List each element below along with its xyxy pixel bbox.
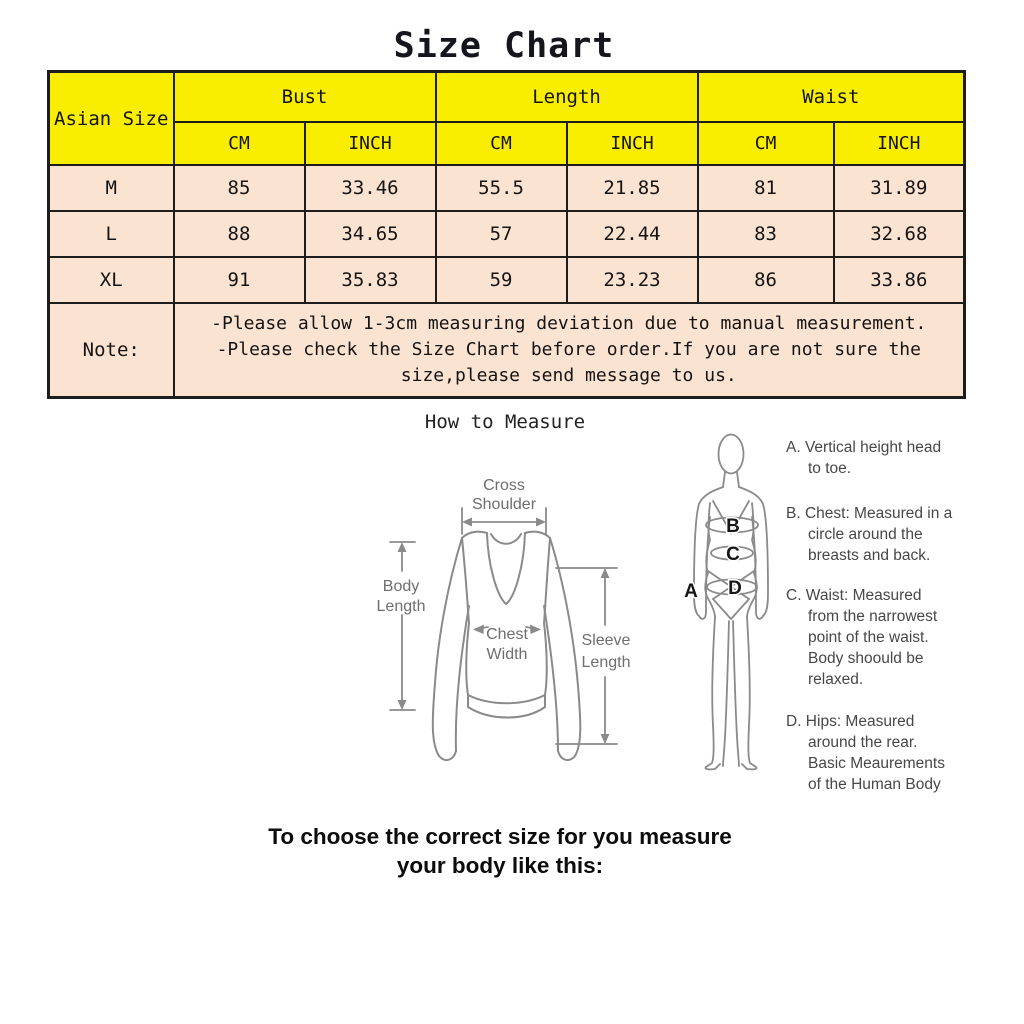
annotation-b [786,503,1006,566]
annotation-line: Basic Meaurements [808,755,945,772]
annotation-line: breasts and back. [808,547,931,564]
note-line: -Please check the Size Chart before order.If you are not sure the [216,339,921,360]
table-row-m [49,165,965,211]
annotation-line: around the rear. [808,734,918,751]
value-cell: 59 [436,257,567,303]
unit-header-length-inch: INCH [567,122,698,165]
unit-header-bust-cm: CM [174,122,305,165]
value-cell: 34.65 [305,211,436,257]
footer-line: your body like this: [396,853,604,878]
chest-width-label: Width [486,646,528,663]
size-cell: L [49,211,174,257]
sleeve-length-label: Sleeve [581,632,631,649]
note-line: -Please allow 1-3cm measuring deviation due to manual measurement. [211,313,927,334]
table-units-row [49,122,965,165]
note-label: Note: [49,303,174,398]
annotation-line: from the narrowest [808,608,938,625]
annotation-line: circle around the [808,526,923,543]
note-text [174,303,965,398]
size-cell: XL [49,257,174,303]
value-cell: 31.89 [834,165,965,211]
unit-header-waist-cm: CM [698,122,834,165]
table-note-row [49,303,965,398]
sleeve-length-label: Length [581,654,631,671]
value-cell: 91 [174,257,305,303]
annotation-line: to toe. [808,460,852,477]
footer-line: To choose the correct size for you measure [268,824,732,849]
cross-shoulder-label: Cross [483,477,525,494]
corner-header-asian-size: Asian Size [49,72,174,166]
value-cell: 21.85 [567,165,698,211]
col-header-waist: Waist [698,72,965,123]
annotation-line: of the Human Body [808,776,941,793]
annotation-line: C. Waist: Measured [786,587,922,604]
size-cell: M [49,165,174,211]
annotation-line: A. Vertical height head [786,439,942,456]
measure-letter-c: C [726,544,740,565]
table-row-l [49,211,965,257]
body-figure-diagram [650,425,800,795]
value-cell: 33.86 [834,257,965,303]
body-length-arrow [390,542,415,710]
footer-instruction [0,822,1000,880]
body-length-label: Body [382,578,420,595]
cross-shoulder-label: Shoulder [471,496,537,513]
col-header-length: Length [436,72,698,123]
value-cell: 55.5 [436,165,567,211]
measure-letter-b: B [726,516,740,537]
value-cell: 22.44 [567,211,698,257]
measure-letter-a: A [684,581,698,602]
note-line: size,please send message to us. [400,365,737,386]
measure-letter-d: D [728,578,742,599]
body-length-label: Length [376,598,426,615]
unit-header-bust-inch: INCH [305,122,436,165]
unit-header-waist-inch: INCH [834,122,965,165]
value-cell: 88 [174,211,305,257]
body-outline [694,435,768,770]
value-cell: 23.23 [567,257,698,303]
value-cell: 33.46 [305,165,436,211]
annotation-line: B. Chest: Measured in a [786,505,953,522]
value-cell: 35.83 [305,257,436,303]
value-cell: 57 [436,211,567,257]
table-row-xl [49,257,965,303]
value-cell: 85 [174,165,305,211]
table-header-row [49,72,965,123]
annotation-line: relaxed. [808,671,864,688]
garment-diagram [370,438,670,773]
chest-width-label: Chest [486,626,528,643]
value-cell: 81 [698,165,834,211]
annotation-c [786,585,1006,690]
size-table [47,70,966,399]
value-cell: 32.68 [834,211,965,257]
annotation-line: Body shoould be [808,650,924,667]
col-header-bust: Bust [174,72,436,123]
how-to-measure-heading: How to Measure [424,411,586,433]
page-title: Size Chart [393,26,615,66]
unit-header-length-cm: CM [436,122,567,165]
value-cell: 83 [698,211,834,257]
annotation-a [786,437,1006,479]
value-cell: 86 [698,257,834,303]
annotation-d [786,711,1006,795]
annotation-line: point of the waist. [808,629,929,646]
annotation-line: D. Hips: Measured [786,713,915,730]
